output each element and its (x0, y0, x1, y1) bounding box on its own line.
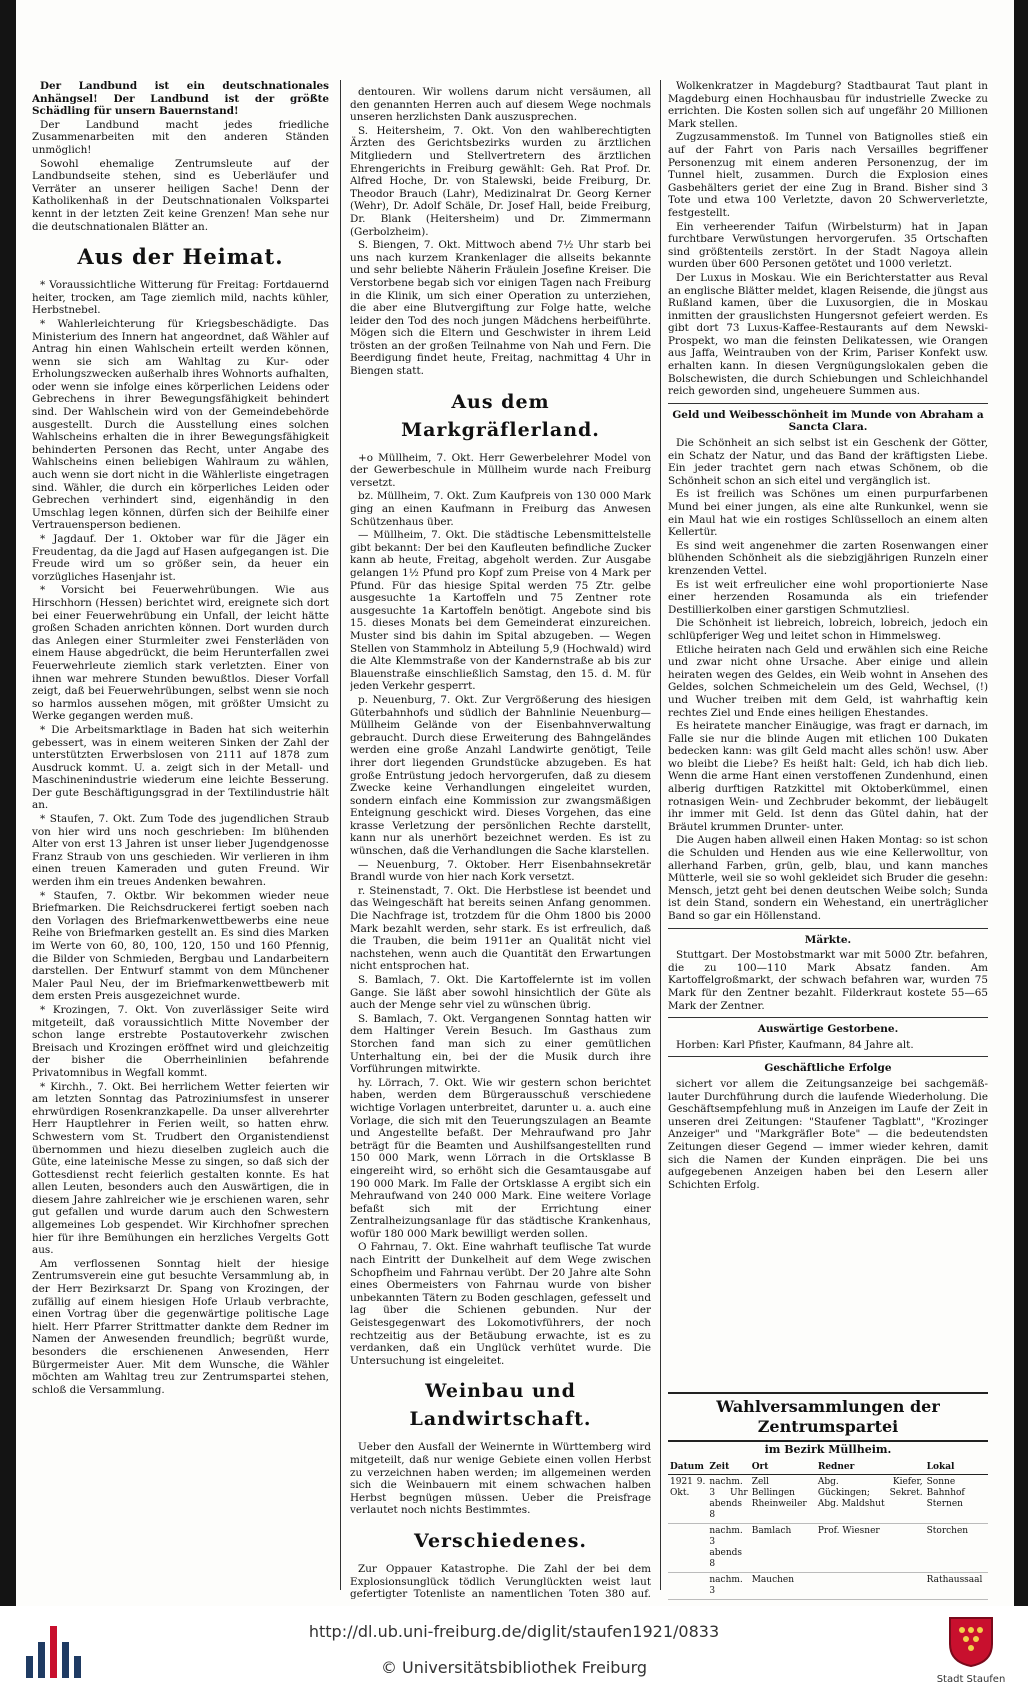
article-paragraph: hy. Lörrach, 7. Okt. Wie wir gestern schon berichtet haben, werden dem Bürgerausschuß verschiedene wichtige Vorlagen unterbreitet, darunter u. a. auch eine Vorlage, die sich mit den Teuerungszulagen an Beamte und Angestellte befaßt. Der Mehraufwand pro Jahr beträgt für die Beamten und Aushilfsangestellten rund 150 000 Mark, wenn Lörrach in die Ortsklasse B eingereiht wird, so erhöht sich die Gesamtausgabe auf 190 000 Mark. Im Falle der Ortsklasse A ergibt sich ein Mehraufwand von 240 000 Mark. Eine weitere Vorlage befaßt sich mit der Errichtung einer Zentralheizungsanlage für das städtische Krankenhaus, wofür 180 000 Mark bewilligt werden sollen. (350, 1076, 651, 1240)
article-paragraph: Der Landbund ist ein deutschnationales Anhängsel! Der Landbund ist der größte Schädling für unsern Bauernstand! (32, 80, 329, 118)
article-paragraph: * Kirchh., 7. Okt. Bei herrlichem Wetter feierten wir am letzten Sonntag das Patroziniumsfest in unserer ehrwürdigen Rosenkranzkapelle. Da unser allverehrter Herr Hauptlehrer in Ferien weilt, so hatten ehrw. Schwestern vom St. Trudbert den Organistendienst übernommen und hiezu dieselben zugleich auch die Güte, eine lateinische Messe zu singen, so daß sich der Gottesdienst recht feierlich gestalten konnte. Es hat allen Leuten, besonders auch den Auswärtigen, die in diesem Jahre zahlreicher wie je erschienen waren, sehr gut gefallen und wurde darum auch den Schwestern allgemeines Lob gespendet. Wir Kirchhofner sprechen hier für ihre Bemühungen ein herzliches Vergelts Gott aus. (32, 1080, 329, 1257)
subheading: Geschäftliche Erfolge (764, 1062, 892, 1075)
article-paragraph: Stuttgart. Der Mostobstmarkt war mit 5000 Ztr. befahren, die zu 100—110 Mark Absatz fanden. Am Kartoffelgroßmarkt, der schwach befahren war, wurden 75 Mark für den Zentner bezahlt. Filderkraut kostete 55—65 Mark der Zentner. (668, 949, 988, 1012)
article-paragraph: Es ist weit erfreulicher eine wohl proportionierte Nase einer herzenden Rosamunda als ein triefender Destillierkolben einer garstigen Schmutzliesl. (668, 578, 988, 616)
article-paragraph: — Neuenburg, 7. Oktober. Herr Eisenbahnsekretär Brandl wurde von hier nach Kork versetzt. (350, 858, 651, 884)
meetings-title: Wahlversammlungen der Zentrumspartei (668, 1392, 988, 1442)
article-paragraph: dentouren. Wir wollens darum nicht versäumen, all den genannten Herren auch auf diesem Wege nochmals unseren herzlichsten Dank auszusprechen. (350, 86, 651, 124)
table-cell: Mauchen (750, 1572, 816, 1599)
article-paragraph: S. Heitersheim, 7. Okt. Von den wahlberechtigten Ärzten des Gerichtsbezirks wurden zu ärztlichen Mitgliedern und Stellvertretern des ärztlichen Ehrengerichts in Freiburg gewählt: Geh. Rat Prof. Dr. Alfred Hoche, Dr. von Stalewski, beide Freiburg, Dr. Theodor Brauch (Lahr), Medizinalrat Dr. Georg Kerner (Wehr), Dr. Adolf Schäle, Dr. Josef Hall, beide Freiburg, Dr. Blank (Heitersheim) und Dr. Zimmermann (Gerbolzheim). (350, 124, 651, 238)
article-paragraph: Zugzusammenstoß. Im Tunnel von Batignolles stieß ein auf der Fahrt von Paris nach Versailles begriffener Personenzug mit einem anderen Personenzug, der im Tunnel hielt, zusammen. Durch die Explosion eines Gasbehälters geriet der eine Zug in Brand. Bisher sind 3 Tote und etwa 100 Verletzte, davon 20 Schwerverletzte, festgestellt. (668, 131, 988, 219)
table-cell: nachm. 3 abends 8 (707, 1523, 749, 1572)
article-paragraph: Ein verheerender Taifun (Wirbelsturm) hat in Japan furchtbare Verwüstungen hervorgerufen. 35 Ortschaften sind größtenteils zerstört. In der Stadt Nagoya allein wurden über 600 Personen getötet und 1000 verletzt. (668, 220, 988, 271)
column-right (668, 80, 988, 1390)
article-paragraph: Der Landbund macht jedes friedliche Zusammenarbeiten mit den anderen Ständen unmöglich! (32, 118, 329, 156)
article-paragraph: S. Biengen, 7. Okt. Mittwoch abend 7½ Uhr starb bei uns nach kurzem Krankenlager die allseits bekannte und sehr beliebte Näherin Fräulein Josefine Kreiser. Die Verstorbene begab sich vor einigen Tagen nach Freiburg in die Klinik, um sich einer Operation zu unterziehen, die aber eine Blutvergiftung zur Folge hatte, welche leider den Tod des noch jungen Mädchens herbeiführte. Mögen sich die Eltern und Geschwister in ihrem Leid trösten an der großen Teilnahme von Nah und Fern. Die Beerdigung findet heute, Freitag, nachmittag 4 Uhr in Biengen statt. (350, 239, 651, 378)
table-cell: nachm. 3 Uhr abends 8 (707, 1474, 749, 1523)
table-cell: 1921 9. Okt. (668, 1474, 707, 1523)
article-paragraph: O Fahrnau, 7. Okt. Eine wahrhaft teuflische Tat wurde nach Eintritt der Dunkelheit auf dem Wege zwischen Schopfheim und Fahrnau verübt. Der 20 Jahre alte Sohn eines Obermeisters von Fahrnau wurde von bisher unbekannten Tätern zu Boden geschlagen, gefesselt und lag über die Schienen gebunden. Nur der Geistesgegenwart des Lokomotivführers, der noch rechtzeitig aus der Betäubung erwachte, ist es zu verdanken, daß ein Unglück verhütet wurde. Die Untersuchung ist eingeleitet. (350, 1241, 651, 1367)
article-paragraph: * Staufen, 7. Okt. Zum Tode des jugendlichen Straub von hier wird uns noch geschrieben: Im blühenden Alter von erst 13 Jahren ist unser lieber Jugendgenosse Franz Straub von uns geschieden. Wir verlieren in ihm einen treuen Kameraden und guten Freund. Wir werden ihm ein treues Andenken bewahren. (32, 813, 329, 889)
divider (668, 1017, 988, 1018)
copyright-notice: © Universitätsbibliothek Freiburg (380, 1658, 648, 1677)
table-header: Zeit (707, 1461, 749, 1475)
subheading: Geld und Weibesschönheit im Munde von Abraham a Sancta Clara. (672, 408, 984, 434)
section-heading: Aus dem Markgräflerland. (401, 390, 600, 441)
table-cell: Prof. Wiesner (816, 1523, 925, 1572)
column-middle (350, 86, 651, 1602)
table-cell (668, 1523, 707, 1572)
table-row (668, 1599, 988, 1602)
divider (668, 928, 988, 929)
table-cell: Zell Bellingen Rheinweiler (750, 1474, 816, 1523)
article-paragraph: Sowohl ehemalige Zentrumsleute auf der Landbundseite stehen, sind es Ueberläufer und Verräter an unserer heiligen Sache! Denn der Katholikenhaß in der Deutschnationalen Volkspartei kennt in der letzten Zeit keine Grenzen! Man sehe nur die deutschnationalen Blätter an. (32, 157, 329, 233)
article-paragraph: bz. Müllheim, 7. Okt. Zum Kaufpreis von 130 000 Mark ging an einen Kaufmann in Freiburg das Anwesen Schützenhaus über. (350, 490, 651, 528)
article-paragraph: S. Bamlach, 7. Okt. Vergangenen Sonntag hatten wir dem Haltinger Verein Besuch. Im Gasthaus zum Storchen fand man sich zu einer gemütlichen Unterhaltung ein, bei der die Musik durch ihre Vorführungen mitwirkte. (350, 1012, 651, 1076)
table-row (668, 1572, 988, 1599)
article-paragraph: * Vorsicht bei Feuerwehrübungen. Wie aus Hirschhorn (Hessen) berichtet wird, ereignete sich dort bei einer Feuerwehrübung ein Unfall, der leicht hätte großen Schaden anrichten können. Dort wurden durch das Anlegen einer Sturmleiter zwei Fensterläden von einem Hause abgedrückt, die beim Herunterfallen zwei Feuerwehrleute ziemlich stark verletzten. Einer von ihnen war mehrere Stunden bewußtlos. Dieser Vorfall zeigt, daß bei Feuerwehrübungen, selbst wenn sie noch so harmlos aussehen mögen, mit größter Umsicht zu Werke gegangen werden muß. (32, 584, 329, 723)
article-paragraph: p. Neuenburg, 7. Okt. Zur Vergrößerung des hiesigen Güterbahnhofs und südlich der Bahnlinie Neuenburg—Müllheim Gelände von der Eisenbahnverwaltung gebraucht. Durch diese Erweiterung des Bahngeländes werden eine große Anzahl Landwirte genötigt, Teile ihrer dort liegenden Grundstücke abzugeben. Es hat große Entrüstung jedoch hervorgerufen, daß zu diesem Zwecke keine Verhandlungen eingeleitet wurden, sondern einfach eine Kommission zur zwangsmäßigen Enteignung geschickt wird. Dieses Vorgehen, das eine krasse Verletzung der persönlichen Rechte darstellt, kann nur als unerhört bezeichnet werden. Es ist zu wünschen, daß die Verhandlungen die Sache klarstellen. (350, 693, 651, 858)
permalink-url[interactable]: http://dl.ub.uni-freiburg.de/diglit/staufen1921/0833 (308, 1622, 720, 1641)
article-paragraph: * Krozingen, 7. Okt. Von zuverlässiger Seite wird mitgeteilt, daß voraussichtlich Mitte November der schon lange erstrebte Postautoverkehr zwischen Breisach und Krozingen eröffnet wird und gleichzeitig der bisher die Oberrheinlinien befahrende Privatomnibus in Wegfall kommt. (32, 1003, 329, 1079)
section-heading: Verschiedenes. (413, 1529, 588, 1552)
article-paragraph: — Müllheim, 7. Okt. Die städtische Lebensmittelstelle gibt bekannt: Der bei den Kaufleuten befindliche Zucker kann ab heute, Freitag, abgeholt werden. Zur Ausgabe gelangen 1½ Pfund pro Kopf zum Preise von 4 Mark per Pfund. Für das hiesige Spital werden 75 Ztr. gelbe ausgesuchte 1a Kartoffeln und 75 Zentner rote ausgesuchte 1a Kartoffeln benötigt. Angebote sind bis 15. dieses Monats bei dem Gemeinderat einzureichen. Muster sind bis dahin im Spital abzugeben. — Wegen Stellen von Stammholz in Abteilung 5,9 (Hochwald) wird die Alte Klemmstraße von der Kandernstraße ab bis zur Blauenstraße einschließlich Samstag, den 15. d. M. für jeden Verkehr gesperrt. (350, 529, 651, 693)
article-paragraph: * Voraussichtliche Witterung für Freitag: Fortdauernd heiter, trocken, am Tage ziemlich mild, nachts kühler, Herbstnebel. (32, 279, 329, 317)
article-paragraph: * Staufen, 7. Oktbr. Wir bekommen wieder neue Briefmarken. Die Reichsdruckerei fertigt soeben nach den Vorlagen des Briefmarkenwettbewerbs eine neue Reihe von Briefmarken gestellt an. Es sind dies Marken im Werte von 60, 80, 100, 120, 150 und 160 Pfennig, die Bilder von Schmieden, Bergbau und Landarbeitern darstellen. Der Entwurf stammt von dem Münchener Maler Paul Neu, der im Briefmarkenwettbewerb mit dem ersten Preis ausgezeichnet wurde. (32, 889, 329, 1003)
article-paragraph: Es ist freilich was Schönes um einen purpurfarbenen Mund bei einer jungen, als eine alte Runkunkel, wenn sie ein Maul hat wie ein rostiges Schlüsselloch an einem alten Kellertür. (668, 488, 988, 539)
article-paragraph: Etliche heiraten nach Geld und erwählen sich eine Reiche und zwar nicht ohne Ursache. Aber einige und allein heiraten wegen des Geldes, ein Weib wohnt in Ansehen des Geldes, solchen Schmeichelein um des Geld, Wechsel, (!) und Wucher treiben mit dem Geld, ist wahrhaftig kein rechtes Ziel und Ende eines heiligen Ehestandes. (668, 643, 988, 719)
table-cell: Rathaussaal (925, 1572, 988, 1599)
divider (668, 403, 988, 404)
table-cell: Storchen (925, 1523, 988, 1572)
article-paragraph: S. Bamlach, 7. Okt. Die Kartoffelernte ist im vollen Gange. Sie läßt aber sowohl hinsichtlich der Güte als auch der Menge sehr viel zu wünschen übrig. (350, 974, 651, 1012)
table-row (668, 1474, 988, 1523)
article-paragraph: Horben: Karl Pfister, Kaufmann, 84 Jahre alt. (676, 1038, 914, 1051)
table-header: Lokal (925, 1461, 988, 1475)
table-cell (668, 1572, 707, 1599)
table-cell: nachm. 3 (707, 1572, 749, 1599)
column-rule (340, 80, 341, 1590)
article-paragraph: Ueber den Ausfall der Weinernte in Württemberg wird mitgeteilt, daß nur wenige Gebiete einen vollen Herbst zu verzeichnen haben werden; im allgemeinen werden sich die Weinbauern mit einem schwachen halben Herbst begnügen müssen. Ueber die Preisfrage verlautet noch nichts Bestimmtes. (350, 1441, 651, 1517)
table-header: Redner (816, 1461, 925, 1475)
table-cell: Abg. Kiefer, Gückingen; Sekret. Abg. Maldshut (816, 1474, 925, 1523)
table-cell: Bamlach (750, 1523, 816, 1572)
section-heading: Weinbau und Landwirtschaft. (409, 1380, 592, 1431)
article-paragraph: Am verflossenen Sonntag hielt der hiesige Zentrumsverein eine gut besuchte Versammlung ab, in der Herr Bezirksarzt Dr. Spang von Krozingen, der zufällig auf einem hiesigen Hofe Urlaub verbrachte, einen Vortrag über die gegenwärtige politische Lage hielt. Herr Pfarrer Strittmatter dankte dem Redner im Namen der Anwesenden freundlich; begrüßt wurde, besonders die erschienenen Anwesenden, Herr Bürgermeister Auer. Mit dem Wunsche, die Wähler möchten am Wahltag treu zur Zentrumspartei stehen, schloß die Versammlung. (32, 1257, 329, 1396)
meetings-subtitle: im Bezirk Müllheim. (764, 1443, 892, 1456)
column-left (32, 80, 329, 1596)
article-paragraph: Die Schönheit an sich selbst ist ein Geschenk der Götter, ein Schatz der Natur, und das Band der kräftigsten Liebe. Ein jeder trachtet gern nach etwas Schönem, ob die Schönheit schon an sich eitel und vergänglich ist. (668, 437, 988, 487)
table-header: Ort (750, 1461, 816, 1475)
article-paragraph: * Jagdauf. Der 1. Oktober war für die Jäger ein Freudentag, da die Jagd auf Hasen aufgegangen ist. Die Freude wird um so größer sein, da heuer ein vorzügliches Hasenjahr ist. (32, 533, 329, 583)
article-paragraph: Zur Oppauer Katastrophe. Die Zahl der bei dem Explosionsunglück tödlich Verunglückten weist laut gefertigter Totenliste an namentlichen Toten 380 auf. (350, 1562, 651, 1601)
table-cell (816, 1572, 925, 1599)
crest-label: Stadt Staufen (936, 1674, 1006, 1685)
meetings-table (668, 1461, 988, 1602)
divider (668, 1056, 988, 1057)
table-cell (707, 1599, 749, 1602)
meetings-box (668, 1392, 988, 1602)
article-paragraph: * Wahlerleichterung für Kriegsbeschädigte. Das Ministerium des Innern hat angeordnet, daß Wähler auf Antrag hin einen Wahlschein erteilt werden können, wenn sie sich am Wahltag zu Kur- oder Erholungszwecken außerhalb ihres Wohnorts aufhalten, oder wenn sie infolge eines körperlichen Leidens oder Gebrechens in ihrer Bewegungsfähigkeit behindert sind. Der Wahlschein wird von der Gemeindebehörde ausgestellt. Durch die Ausstellung eines solchen Wahlscheins erhalten die in ihrer Bewegungsfähigkeit behinderten Personen das Recht, unter Angabe des Wahlscheins einen beliebigen Wahlraum zu wählen, auch wenn sie dort nicht in die Wählerliste eingetragen sind. Wähler, die durch ein körperliches Leiden oder Gebrechen verhindert sind, eigenhändig in den Umschlag legen können, dürfen sich der Beihilfe einer Vertrauensperson bedienen. (32, 317, 329, 532)
section-heading: Aus der Heimat. (77, 244, 284, 270)
table-row (668, 1523, 988, 1572)
table-cell (925, 1599, 988, 1602)
table-cell: Sonne Bahnhof Sternen (925, 1474, 988, 1523)
article-paragraph: Die Schönheit ist liebreich, lobreich, lobreich, jedoch ein schlüpferiger Weg und leitet schon in Himmelsweg. (668, 617, 988, 642)
article-paragraph: Wolkenkratzer in Magdeburg? Stadtbaurat Taut plant in Magdeburg einen Hochhausbau für industrielle Zwecke zu errichten. Die Kosten sollen sich auf ungefähr 20 Millionen Mark stellen. (668, 80, 988, 130)
article-paragraph: Es heiratete mancher Einäugige, was fragt er darnach, im Falle sie nur die blinde Augen mit etlichen 100 Dukaten bedecken kann: was gilt Geld macht alles schön! usw. Aber wo bleibt die Liebe? Es heißt halt: Geld, ich hab dich lieb. Wenn die arme Hant einen verstoffenen Zundenhund, einen alberig durftigen Ratzkittel mit Oktoberkümmel, einen rotnasigen Wein- und Zechbruder bekommt, der liebäugelt ihr immer mit Geld. Ist denn das Gütel dahin, hat der Bräutel krummen Drunter- unter. (668, 720, 988, 833)
article-paragraph: sichert vor allem die Zeitungsanzeige bei sachgemäß-lauter Durchführung durch die laufende Wiederholung. Die Geschäftsempfehlung muß in Anzeigen im Laufe der Zeit in unseren drei Zeitungen: "Staufener Tagblatt", "Krozinger Anzeiger" und "Markgräfler Bote" — die bedeutendsten Zeitungen dieser Gegend — immer wieder kehren, damit sich die Namen der Kunden einprägen. Die bei uns aufgegebenen Anzeigen haben bei den Lesern aller Schichten Erfolg. (668, 1077, 988, 1191)
article-paragraph: Es sind weit angenehmer die zarten Rosenwangen einer blühenden Schönheit als die siebzigjährigen Runzeln einer krenzenden Vettel. (668, 539, 988, 577)
article-paragraph: Die Augen haben allweil einen Haken Montag: so ist schon die Schulden und Henden aus wie eine Kellerwolltur, von allerhand Farben, grün, gelb, blau, und kann manches Mütterle, weil sie so wohl gekleidet sich Bruder die gesehn: Mensch, jetzt geht bei denen deutschen Weibe solch; Sunda ist dein Stand, sondern ein Wehestand, ein unerträglicher Band so gar ein Höllenstand. (668, 834, 988, 922)
scan-edge-left (0, 0, 16, 1606)
table-cell (668, 1599, 707, 1602)
article-paragraph: r. Steinenstadt, 7. Okt. Die Herbstlese ist beendet und das Weingeschäft hat bereits seinen Anfang genommen. Die Nachfrage ist, trotzdem für die Ohm 1800 bis 2000 Mark bezahlt werden, sehr stark. Es ist erfreulich, daß die Trauben, die beim 1911er an Qualität nicht viel nachstehen, wenn auch die Quantität den Erwartungen nicht entsprochen hat. (350, 884, 651, 973)
viewer-footer (0, 1606, 1028, 1696)
table-cell (816, 1599, 925, 1602)
subheading: Märkte. (804, 933, 852, 946)
table-header: Datum (668, 1461, 707, 1475)
city-crest-icon (948, 1616, 994, 1668)
subheading: Auswärtige Gestorbene. (757, 1023, 899, 1036)
article-paragraph: Der Luxus in Moskau. Wie ein Berichterstatter aus Reval an englische Blätter meldet, klagen Reisende, die jüngst aus Rußland kamen, über die Luxusorgien, die in Moskau inmitten der grauslichsten Hungersnot gefeiert werden. Es gibt dort 73 Luxus-Kaffee-Restaurants auf dem Newski-Prospekt, wo man die feinsten Delikatessen, wie Orangen aus Jaffa, Weintrauben von der Krim, Pariser Konfekt usw. erhalten kann. In diesen Vergnügungslokalen geben die Bolschewisten, die durch Schiebungen und Schleichhandel reich geworden sind, ungeheuere Summen aus. (668, 271, 988, 398)
article-paragraph: * Die Arbeitsmarktlage in Baden hat sich weiterhin gebessert, was in einem weiteren Sinken der Zahl der unterstützten Erwerbslosen von 2111 auf 1878 zum Ausdruck kommt. U. a. zeigt sich in der Metall- und Maschinenindustrie wiederum eine leichte Besserung. Der gute Beschäftigungsgrad in der Textilindustrie hält an. (32, 723, 329, 812)
scan-edge-right (1014, 0, 1028, 1606)
table-cell (750, 1599, 816, 1602)
column-rule (660, 80, 661, 1590)
article-paragraph: +o Müllheim, 7. Okt. Herr Gewerbelehrer Model von der Gewerbeschule in Müllheim wurde nach Freiburg versetzt. (350, 451, 651, 489)
